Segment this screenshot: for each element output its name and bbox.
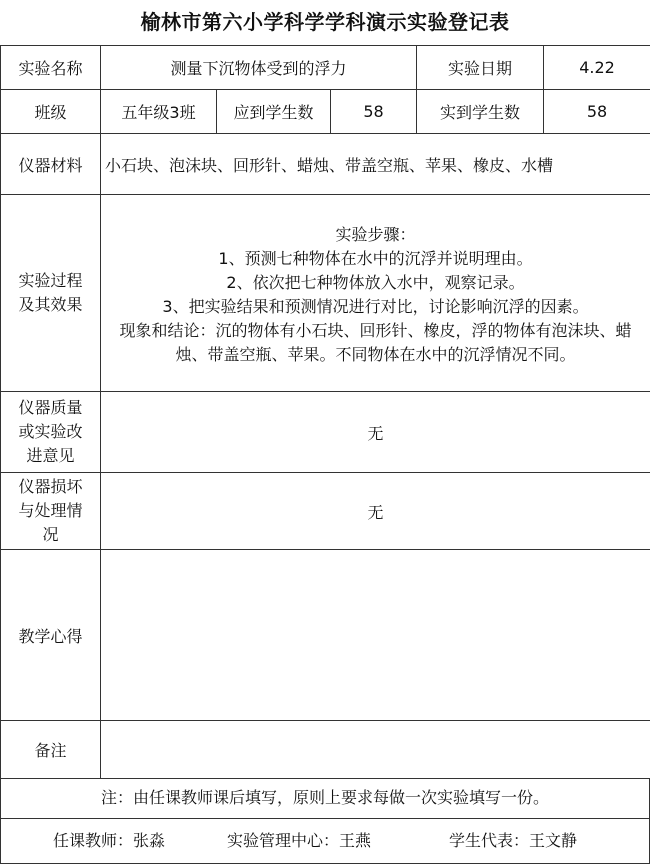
damage-label-line: 仪器损坏 xyxy=(18,477,83,496)
quality-label-line: 进意见 xyxy=(26,446,75,465)
actual-students-label: 实到学生数 xyxy=(417,90,544,134)
process-line: 现象和结论：沉的物体有小石块、回形针、橡皮，浮的物体有泡沫块、蜡烛、带盖空瓶、苹果。不同物体在水中的沉浮情况不同。 xyxy=(119,320,632,364)
signature-footer xyxy=(0,819,650,864)
materials-value[interactable]: 小石块、泡沫块、回形针、蜡烛、带盖空瓶、苹果、橡皮、水槽 xyxy=(101,134,650,195)
damage-label-line: 况 xyxy=(42,525,59,544)
form-note: 注：由任课教师课后填写，原则上要求每做一次实验填写一份。 xyxy=(0,778,650,819)
experiment-name-label: 实验名称 xyxy=(1,46,101,90)
row-remarks xyxy=(1,721,650,779)
row-damage xyxy=(1,473,650,550)
process-line: 3、把实验结果和预测情况进行对比，讨论影响沉浮的因素。 xyxy=(162,296,589,316)
experiment-date-value[interactable]: 4.22 xyxy=(544,46,650,90)
row-reflection xyxy=(1,550,650,721)
student-representative-signature: 学生代表：王文静 xyxy=(449,831,578,850)
materials-label: 仪器材料 xyxy=(1,134,101,195)
quality-label xyxy=(1,392,101,473)
form-title: 榆林市第六小学科学学科演示实验登记表 xyxy=(140,10,510,34)
teacher-signature: 任课教师：张淼 xyxy=(53,831,166,850)
quality-label-line: 仪器质量 xyxy=(18,398,83,417)
reflection-label: 教学心得 xyxy=(1,550,101,721)
row-materials xyxy=(1,134,650,195)
reflection-value[interactable] xyxy=(101,550,650,721)
experiment-name-value[interactable]: 测量下沉物体受到的浮力 xyxy=(101,46,417,90)
expected-students-label: 应到学生数 xyxy=(217,90,331,134)
class-value[interactable]: 五年级3班 xyxy=(101,90,217,134)
row-process xyxy=(1,195,650,392)
remarks-label: 备注 xyxy=(1,721,101,779)
damage-label xyxy=(1,473,101,550)
row-quality xyxy=(1,392,650,473)
process-label-line: 及其效果 xyxy=(18,295,83,314)
remarks-value[interactable] xyxy=(101,721,650,779)
process-label-line: 实验过程 xyxy=(18,271,83,290)
process-line: 1、预测七种物体在水中的沉浮并说明理由。 xyxy=(218,248,533,268)
process-line: 2、依次把七种物体放入水中，观察记录。 xyxy=(226,272,525,292)
experiment-record-table xyxy=(0,45,650,779)
management-center-signature: 实验管理中心：王燕 xyxy=(227,831,372,850)
damage-value[interactable]: 无 xyxy=(101,473,650,550)
experiment-date-label: 实验日期 xyxy=(417,46,544,90)
damage-label-line: 与处理情 xyxy=(18,501,83,520)
row-class xyxy=(1,90,650,134)
expected-students-value[interactable]: 58 xyxy=(331,90,417,134)
process-label xyxy=(1,195,101,392)
actual-students-value[interactable]: 58 xyxy=(544,90,650,134)
class-label: 班级 xyxy=(1,90,101,134)
row-experiment-name xyxy=(1,46,650,90)
quality-label-line: 或实验改 xyxy=(18,422,83,441)
process-content[interactable] xyxy=(101,195,650,392)
quality-value[interactable]: 无 xyxy=(101,392,650,473)
process-line: 实验步骤： xyxy=(335,224,416,244)
